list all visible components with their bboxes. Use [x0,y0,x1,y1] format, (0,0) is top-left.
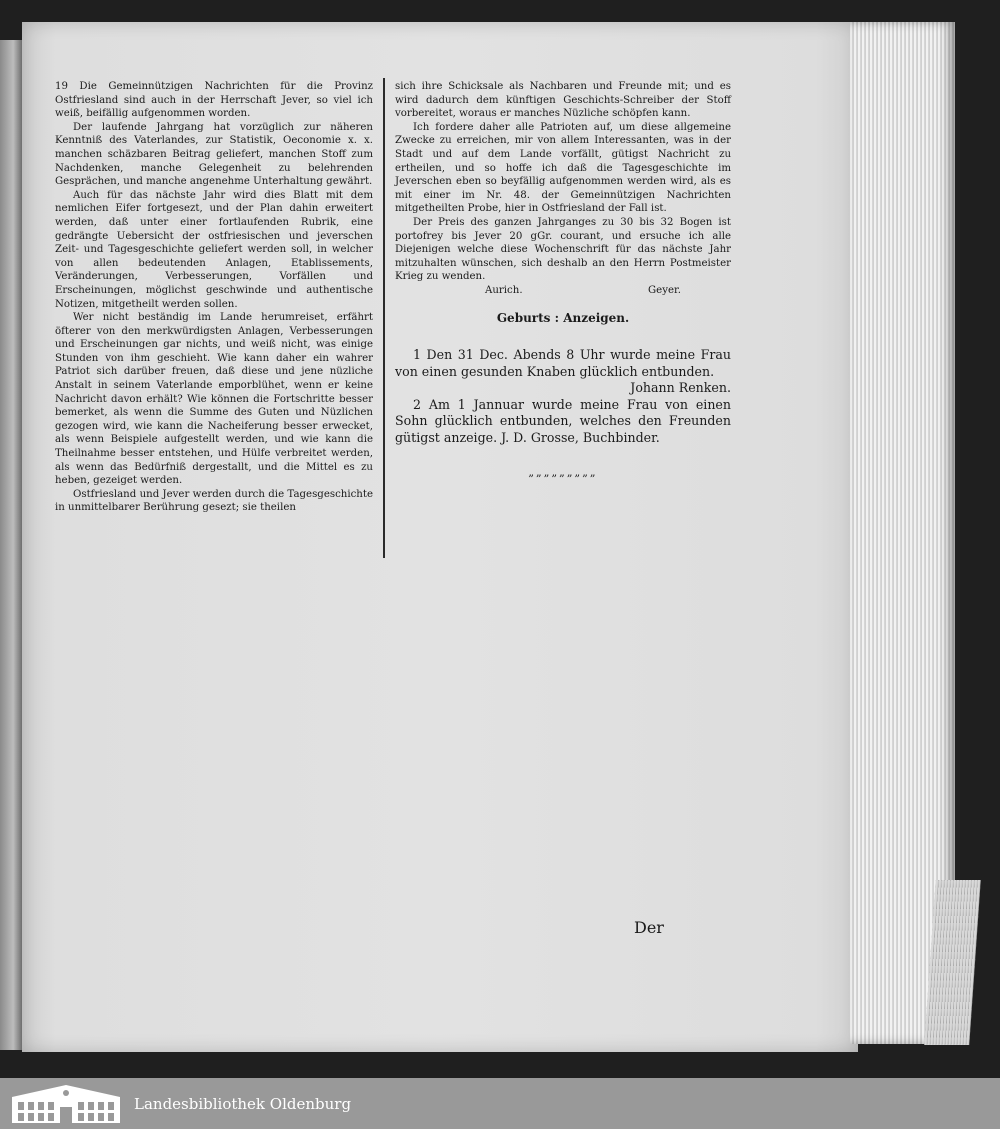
footer-bar [0,1078,1000,1129]
section-heading: Geburts : Anzeigen. [496,310,630,325]
signature-place: Aurich. [485,284,523,296]
right-column [395,80,731,480]
signature-line [395,284,731,298]
signature-name: Geyer. [648,284,681,296]
birth-notice-1: 1 Den 31 Dec. Abends 8 Uhr wurde meine Frau von einen gesunden Knaben glücklich entbunden. [395,347,731,379]
catchword: Der [634,918,664,937]
paragraph-4: Wer nicht beständig im Lande herumreiset, erfährt öfterer von den merkwürdigsten Anlagen, Verbesserungen und Erscheinungen gar nichts, und weiß nicht, was einige Stunden von ihm geschieht. Wie kann daher ein wahrer Patriot sich darüber freuen, daß diese und jene nüzliche Anstalt in seinem Vaterlande emporblühet, wenn er keine Nachricht davon erhält? Wie können die Fortschritte besser bemerket, als wenn die Summe des Guten und Nüzlichen gezogen wird, wie kann die Nacheiferung besser erwecket, als wenn Beispiele aufgestellt werden, und wie kann die Theilnahme besser entstehen, und Hülfe verbreitet werden, als wenn das Bedürfniß dergestallt, und die Mittel es zu heben, gezeiget werden. [55,312,373,487]
birth-notice-2: 2 Am 1 Jannuar wurde meine Frau von einen Sohn glücklich entbunden, welches den Freunden gütigst anzeige. J. D. Grosse, Buchbinder. [395,396,731,445]
paragraph-1: 19 Die Gemeinnützigen Nachrichten für die Provinz Ostfriesland sind auch in der Herrschaft Jever, so viel ich weiß, beifällig aufgenommen worden. [55,81,373,120]
library-building-icon [10,1083,122,1125]
left-column [55,80,373,515]
paragraph-price: Der Preis des ganzen Jahrganges zu 30 bis 32 Bogen ist portofrey bis Jever 20 gGr. courant, und ersuche ich alle Diejenigen welche diese Wochenschrift für das nächste Jahr mitzuhalten wünschen, sich deshalb an den Herrn Postmeister Krieg zu wenden. [395,216,731,283]
left-page-edge [0,40,22,1050]
column-rule [383,78,385,558]
paragraph-continued: sich ihre Schicksale als Nachbaren und Freunde mit; und es wird dadurch dem künftigen Geschichts-Schreiber der Stoff vorbereitet, woraus er manches Nüzliche schöpfen kann. [395,81,731,120]
paragraph-5: Ostfriesland und Jever werden durch die Tagesgeschichte in unmittelbarer Berührung gesezt; sie theilen [55,488,373,514]
library-name: Landesbibliothek Oldenburg [134,1094,352,1113]
ornament-divider: „„„„„„„„„ [528,466,598,480]
paragraph-appeal: Ich fordere daher alle Patrioten auf, um diese allgemeine Zwecke zu erreichen, mir von allem Interessanten, was in der Stadt und auf dem Lande vorfällt, gütigst Nachricht zu ertheilen, und so hoffe ich daß die Tagesgeschichte im Jeverschen eben so beyfällig aufgenommen werden wird, als es mit einer im Nr. 48. der Gemeinnützigen Nachrichten mitgetheilten Probe, hier in Ostfriesland der Fall ist. [395,121,731,215]
birth-notice-1-name: Johann Renken. [630,380,731,396]
paragraph-3: Auch für das nächste Jahr wird dies Blatt mit dem nemlichen Eifer fortgesezt, und der Plan dahin erweitert werden, daß unter einer fortlaufenden Rubrik, eine gedrängte Uebersicht der ostfriesischen und jeverschen Zeit- und Tagesgeschichte geliefert werden soll, in welcher von allen bedeutenden Anlagen, Etablissements, Veränderungen, Verbesserungen, Vorfällen und Erscheinungen, möglichst geschwinde und authentische Notizen, mitgetheilt werden sollen. [55,189,373,310]
paragraph-2: Der laufende Jahrgang hat vorzüglich zur näheren Kenntniß des Vaterlandes, zur Statistik, Oeconomie x. x. manchen schäzbaren Beitrag geliefert, manchen Stoff zum Nachdenken, manche Gelegenheit zu belehrenden Gesprächen, und manche angenehme Unterhaltung gewährt. [55,121,373,188]
